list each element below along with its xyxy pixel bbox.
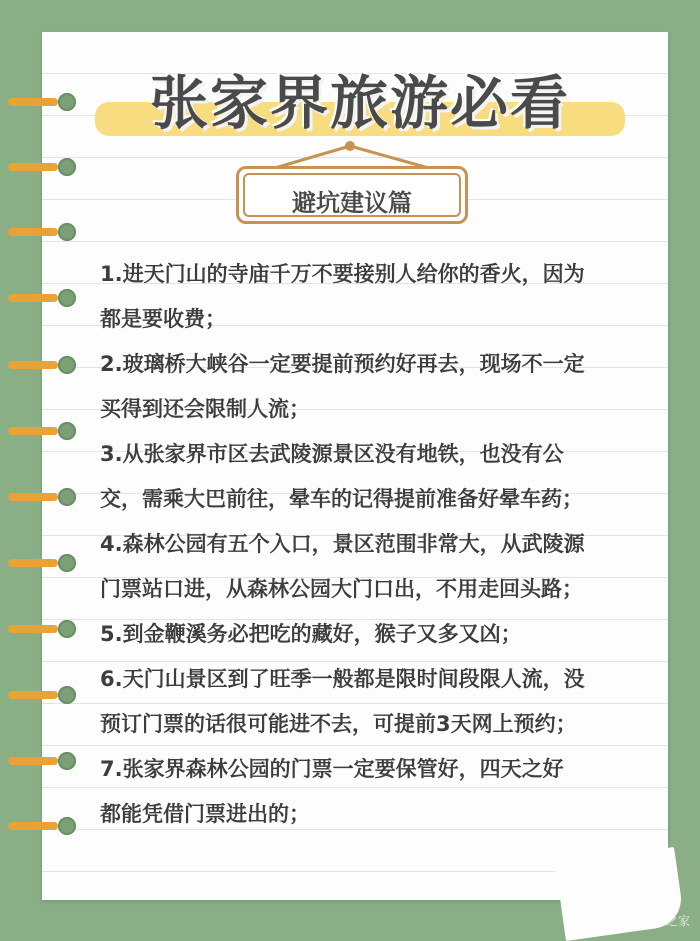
item-line: 预订门票的话很可能进不去，可提前3天网上预约；: [100, 712, 577, 736]
item-line: 3.从张家界市区去武陵源景区没有地铁，也没有公: [100, 442, 564, 466]
ring-icon: [8, 223, 70, 241]
subtitle: 避坑建议篇: [292, 189, 412, 217]
list-item: [100, 342, 670, 432]
list-item: [100, 522, 670, 612]
list-item: [100, 612, 670, 657]
item-line: 门票站口进，从森林公园大门口出，不用走回头路；: [100, 577, 583, 601]
item-line: 交，需乘大巴前往，晕车的记得提前准备好晕车药；: [100, 487, 583, 511]
ring-icon: [8, 488, 70, 506]
ring-icon: [8, 752, 70, 770]
ring-icon: [8, 289, 70, 307]
item-line: 都能凭借门票进出的；: [100, 802, 310, 826]
list-item: [100, 657, 670, 747]
item-line: 5.到金鞭溪务必把吃的藏好，猴子又多又凶；: [100, 622, 522, 646]
watermark: 车之家: [653, 914, 690, 928]
item-line: 4.森林公园有五个入口，景区范围非常大，从武陵源: [100, 532, 585, 556]
ring-icon: [8, 817, 70, 835]
subtitle-sign: [236, 166, 468, 224]
ring-icon: [8, 686, 70, 704]
item-line: 2.玻璃桥大峡谷一定要提前预约好再去，现场不一定: [100, 352, 585, 376]
list-item: [100, 252, 670, 342]
item-line: 1.进天门山的寺庙千万不要接别人给你的香火，因为: [100, 262, 585, 286]
ring-icon: [8, 554, 70, 572]
tips-list: [100, 252, 670, 837]
item-line: 6.天门山景区到了旺季一般都是限时间段限人流，没: [100, 667, 585, 691]
list-item: [100, 432, 670, 522]
list-item: [100, 747, 670, 837]
item-line: 都是要收费；: [100, 307, 226, 331]
ring-icon: [8, 620, 70, 638]
ring-icon: [8, 422, 70, 440]
item-line: 7.张家界森林公园的门票一定要保管好，四天之好: [100, 757, 564, 781]
item-line: 买得到还会限制人流；: [100, 397, 310, 421]
ring-icon: [8, 356, 70, 374]
page-title: 张家界旅游必看: [149, 69, 570, 137]
